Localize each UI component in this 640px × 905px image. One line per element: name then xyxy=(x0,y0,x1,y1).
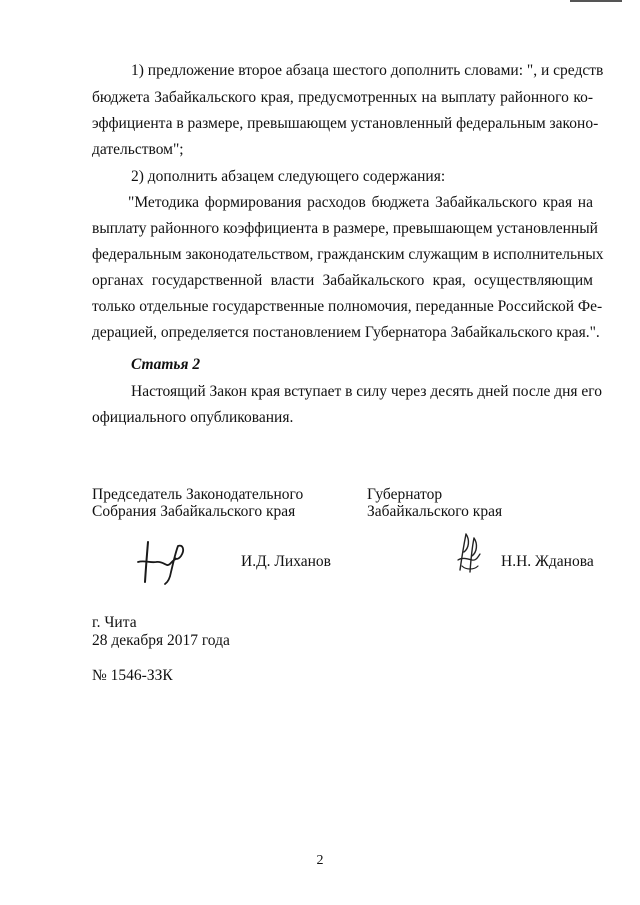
chairman-signature-image xyxy=(134,538,192,588)
quote-line-4: органах государственной власти Забайкальского края, осуществляющим xyxy=(92,272,593,289)
article-2-line-2: официального опубликования. xyxy=(92,409,294,426)
article-2-heading: Статья 2 xyxy=(131,356,201,373)
date-line: 28 декабря 2017 года xyxy=(92,632,230,649)
item1-line-2: бюджета Забайкальского края, предусмотренных на выплату районного ко- xyxy=(92,89,593,106)
quote-line-3: федеральным законодательством, гражданским служащим в исполнительных xyxy=(92,246,604,263)
chairman-name: И.Д. Лиханов xyxy=(241,553,331,570)
item1-line-1: 1) предложение второе абзаца шестого дополнить словами: ", и средств xyxy=(131,62,604,79)
chairman-title-line-1: Председатель Законодательного xyxy=(92,486,304,503)
scan-edge-mark xyxy=(570,0,622,2)
item1-line-3: эффициента в размере, превышающем установленный федеральным законо- xyxy=(92,115,599,132)
city-line: г. Чита xyxy=(92,614,137,631)
governor-signature-image xyxy=(450,530,490,578)
article-2-line-1: Настоящий Закон края вступает в силу через десять дней после дня его xyxy=(131,383,603,400)
quote-line-5: только отдельные государственные полномочия, переданные Российской Фе- xyxy=(92,298,603,315)
chairman-title-line-2: Собрания Забайкальского края xyxy=(92,503,296,520)
item1-line-4: дательством"; xyxy=(92,141,184,158)
governor-name: Н.Н. Жданова xyxy=(501,553,594,570)
quote-line-2: выплату районного коэффициента в размере, превышающем установленный xyxy=(92,220,598,237)
governor-title-line-2: Забайкальского края xyxy=(367,503,503,520)
law-number: № 1546-ЗЗК xyxy=(92,667,173,684)
governor-title-line-1: Губернатор xyxy=(367,486,443,503)
quote-line-6: дерацией, определяется постановлением Губернатора Забайкальского края.". xyxy=(92,324,600,341)
quote-line-1: "Методика формирования расходов бюджета Забайкальского края на xyxy=(128,194,593,211)
item2-line-1: 2) дополнить абзацем следующего содержания: xyxy=(131,168,446,185)
page-number: 2 xyxy=(316,853,324,868)
